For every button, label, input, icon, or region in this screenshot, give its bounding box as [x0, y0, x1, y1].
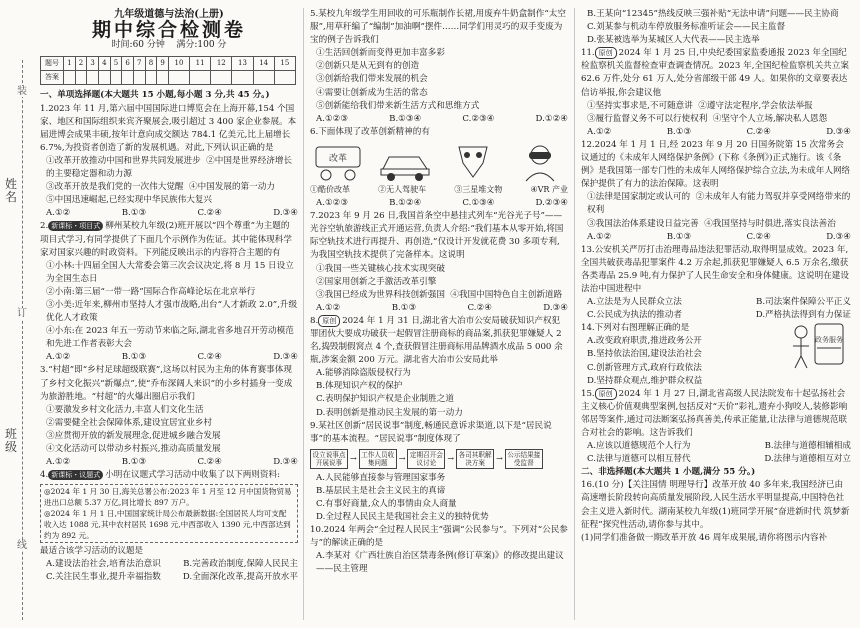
choice-d[interactable]: D.③④ — [273, 208, 298, 219]
choice-c[interactable]: C.②③④ — [462, 113, 495, 124]
class-label: 班级 — [4, 427, 17, 454]
choice-row — [40, 558, 298, 571]
choice-row — [581, 440, 851, 453]
choice-b[interactable]: B.①③ — [391, 302, 417, 313]
statement: ③小美:近年来,柳州市坚持人才强市战略,出台“人才新政 2.0”,升级优化人才政策 — [46, 299, 298, 324]
choice-a[interactable]: A.改变政府职责,推进政务公开 — [587, 336, 702, 347]
choice-row — [581, 453, 851, 466]
grid-answer-label: 答案 — [41, 71, 64, 85]
question-tag: 原创 — [595, 388, 617, 400]
statement: ④小东:在 2023 年五一劳动节来临之际,湖北省多地召开劳动模范和先进工作者表彰大会 — [46, 326, 294, 350]
statement: ①小林:十四届全国人大常委会第三次会议决定,将 8 月 15 日设立为全国生态日 — [46, 260, 294, 284]
statement: ③我国法治体系建设日益完善 ④我国坚持与时俱进,落实良法善治 — [587, 218, 836, 229]
grid-number: 1 — [64, 57, 76, 71]
question-10-continued — [581, 8, 851, 47]
choice-b[interactable]: B.①③ — [666, 126, 692, 137]
column-middle — [310, 8, 568, 577]
choice-d[interactable]: D.③④ — [543, 302, 568, 313]
question-stem: 10.2024 年两会“全过程人民民主”强调“公民参与”。下列对“公民参与”的解读正确的是 — [310, 525, 568, 549]
statement: ①坚持实事求是,不可随意讲 ②遵守法定程序,学会依法举报 — [587, 100, 813, 111]
material-item: ◎2024 年 1 月 1 日,中国国家统计局公布最新数据:全国居民人均可支配收入达 1088 元,其中农村居民 1698 元,中西部收入 1390 元,中西部达到约为 892 元。 — [44, 509, 291, 541]
question-stem: 5.某校九年级学生用回收的可乐瓶制作长裙,用废弃牛奶盒制作“太空服”,用草秆编了“编制”加油啊”摆件……同学们用灵巧的双手变废为宝的例子告诉我们 — [310, 9, 566, 46]
question-stem: 9.某社区创新“居民说事”制度,畅通民意诉求渠道,以下是“居民说事”的基本流程。“居民说事”制度体现了 — [310, 420, 552, 444]
grid-number: 4 — [98, 57, 110, 71]
choice-d[interactable]: D.严格执法得到有力保证 — [755, 310, 851, 321]
question-8 — [310, 315, 568, 420]
illustration-row — [310, 141, 568, 183]
svg-text:改革: 改革 — [328, 153, 348, 164]
choice-c[interactable]: C.②④ — [746, 231, 771, 242]
answer-cell[interactable] — [98, 71, 110, 85]
grid-number: 15 — [274, 57, 295, 71]
question-4 — [40, 469, 298, 584]
choice-row — [40, 456, 298, 469]
column-divider — [574, 8, 575, 620]
statement: ④文化活动可以带动乡村振兴,推动高质量发展 — [46, 444, 221, 454]
answer-cell[interactable] — [168, 71, 189, 85]
flow-step: 工作人员收集问题 — [359, 449, 397, 469]
grid-number: 14 — [253, 57, 274, 71]
choice-d[interactable]: D.②③④ — [535, 198, 568, 209]
grid-number: 6 — [122, 57, 134, 71]
answer-cell[interactable] — [133, 71, 145, 85]
choice-c[interactable]: C.创新管理方式,政府行政依法 — [587, 362, 702, 373]
choice-a[interactable]: A.①② — [587, 126, 612, 137]
service-sign-text: 政务服务 — [815, 336, 843, 345]
government-service-cartoon — [787, 318, 847, 372]
question-16 — [581, 479, 851, 544]
choice-row — [40, 571, 298, 584]
statement: ①法律是国家制定或认可的 ②未成年人有能力驾驭并享受网络带来的权利 — [587, 192, 851, 216]
choice-row — [40, 207, 298, 220]
question-tag: 原创 — [595, 47, 617, 59]
choice-row — [310, 197, 568, 210]
reform-illustration — [310, 141, 366, 183]
choice-a[interactable]: A.①②③ — [316, 198, 349, 209]
choice-row — [581, 126, 851, 139]
answer-cell[interactable] — [190, 71, 211, 85]
grid-number: 10 — [168, 57, 189, 71]
name-label: 姓名 — [4, 177, 17, 204]
choice-a[interactable]: A.①②③ — [316, 113, 349, 124]
question-1 — [40, 103, 298, 221]
choice-d[interactable]: D.③④ — [826, 231, 851, 242]
choice-b[interactable]: B.①③④ — [389, 113, 422, 124]
choice-row — [310, 113, 568, 126]
column-right — [581, 8, 851, 545]
choice-a[interactable]: A.①② — [46, 352, 71, 363]
margin-mark-xian: 线 — [17, 540, 27, 551]
process-flow — [310, 449, 568, 469]
sanxingdui-artifact-illustration — [445, 141, 501, 183]
choice-c[interactable]: C.有事好商量,众人的事情由众人商量 — [316, 499, 457, 509]
choice-b[interactable]: B.法律与道德相辅相成 — [764, 441, 851, 452]
answer-cell[interactable] — [145, 71, 157, 85]
choice-c[interactable]: C.②④ — [746, 126, 771, 137]
choice-c[interactable]: C.②④ — [197, 352, 222, 363]
vr-headset-illustration — [512, 141, 568, 183]
choice-d[interactable]: D.法律与道德相互对立 — [764, 454, 851, 465]
choice-d[interactable]: D.③④ — [273, 457, 298, 468]
choice-d[interactable]: D.坚持群众观点,维护群众权益 — [587, 375, 703, 386]
grid-number: 7 — [133, 57, 145, 71]
choice-b[interactable]: B.①③ — [121, 457, 147, 468]
question-9 — [310, 420, 568, 525]
question-stem: 8. 原创 2024 年 1 月 31 日,湖北省大冶市公安局破获知识产权犯罪团伙大要成功破获一起假冒注册商标的商品案,抓获犯罪嫌疑人 2 名,捣毁制假窝点 4 个,查获假冒注册商标用品牌酒水成品 5 000 余瓶,涉案金额 200 万元。湖北省大冶市公安局此举 — [310, 315, 563, 366]
material-item: ◎2024 年 1 月 30 日,海关总署公布:2023 年 1 月至 12 月中国货物贸易进出口总额 5.37 万亿,同比增长 897 万户。 — [44, 487, 292, 508]
question-stem: 15. 原创 2024 年 1 月 27 日,湖北省高级人民法院发布十起弘扬社会主义核心价值观典型案例,包括反对“天价”彩礼,遗弃小狗咬人,装修影响邻居等案件,通过司法断案弘扬真善美,传承正能量,让法律与道德规范联合对社会的影响。这告诉我们 — [581, 388, 848, 438]
choice-row — [40, 351, 298, 364]
answer-cell[interactable] — [75, 71, 87, 85]
choice-c[interactable]: C.法律与道德可以相互替代 — [587, 454, 691, 465]
grid-number: 13 — [232, 57, 253, 71]
question-stem: 14.下列对右图理解正确的是 — [581, 323, 690, 334]
answer-cell[interactable] — [253, 71, 274, 85]
question-stem: 3.“村超”即“乡村足球超级联赛”,这场以村民为主角的体育赛事体现了乡村文化振兴“新爆点”,使“乔布深阔人来识”的小乡村插身一变成为旅游胜地。“村超”的火爆出圈启示我们 — [40, 365, 293, 402]
choice-b[interactable]: B.王某向“12345”热线反映三强补贴“无法申请”问题——民主协商 — [587, 9, 839, 19]
driverless-car-illustration — [377, 141, 433, 183]
question-tag: 新课标・项目式 — [48, 221, 103, 231]
question-stem: 1.2023 年 11 月,第六届中国国际进口博览会在上海开幕,154 个国家、地区和国际组织来宾齐聚展会,吸引超过 3 400 家企业参展。本届进博会成果丰硕,按年计意向成交额达 784.1 亿美元,比上届增长 6.7%,为投资者创造了新的发展机遇。对此,下列认识正确的是 — [40, 103, 297, 153]
question-6 — [310, 126, 568, 210]
question-15 — [581, 388, 851, 467]
choice-a[interactable]: A.①② — [46, 457, 71, 468]
question-11 — [581, 47, 851, 139]
choice-a[interactable]: A.李某对《广西壮族自治区禁毒条例(修订草案)》的修改提出建议——民主管理 — [316, 551, 564, 575]
question-tag: 新课标・议题式 — [48, 470, 103, 480]
grid-number: 5 — [110, 57, 122, 71]
grid-header-label: 题号 — [41, 57, 64, 71]
margin-mark-ding: 订 — [17, 308, 27, 319]
question-3 — [40, 364, 298, 469]
answer-cell[interactable] — [274, 71, 295, 85]
question-stem: 4. 新课标・议题式 小明在议题式学习活动中收集了以下两则资料: — [40, 470, 280, 481]
choice-d[interactable]: D.表明创新是推动民主发展的第一动力 — [316, 407, 463, 418]
binding-dash-line — [22, 60, 23, 620]
grid-number: 3 — [87, 57, 99, 71]
binding-margin — [0, 0, 38, 628]
statement: ②小南:第三届“一带一路”国际合作高峰论坛在北京举行 — [46, 286, 256, 297]
choice-b[interactable]: B.①③ — [121, 352, 147, 363]
column-left — [40, 8, 298, 585]
answer-cell[interactable] — [110, 71, 122, 85]
flow-step: 设立说事点开展说事 — [310, 449, 348, 469]
question-stem: 12.2024 年 1 月 1 日,经 2023 年 9 月 20 日国务院第 15 次常务会议通过的《未成年人网络保护条例》(下称《条例》)正式施行。该《条例》是我国第一部专门性的未成年人网络保护综合立法,为未成年人网络保护提供了有力的法治保障。这表明 — [581, 139, 851, 190]
statement: ①我国一些关键核心技术实现突破 — [316, 263, 445, 274]
choice-b[interactable]: B.司法案件保障公平正义 — [756, 297, 851, 308]
choice-a[interactable]: A.①② — [46, 208, 71, 219]
arrow-right-icon: → — [350, 454, 357, 464]
grid-number: 8 — [145, 57, 157, 71]
statement: ②创新只是从无到有的创造 — [316, 61, 420, 72]
statement: ③我国已经成为世界科技创新强国 ④我国中国特色自主创新道路 — [316, 289, 563, 300]
statement: ①改革开放推动中国和世界共同发展进步 ②中国是世界经济增长的主要稳定器和动力源 — [46, 155, 293, 180]
question-12 — [581, 139, 851, 244]
grid-number: 9 — [157, 57, 169, 71]
material-box — [40, 484, 298, 543]
question-stem: 11. 原创 2024 年 1 月 25 日,中央纪委国家监委通报 2023 年全国纪检监察机关监督检查审查调查情况。2023 年,全国纪检监察机关共立案 62.6 万件,处分 61 万人,处分省部级干部 49 人。如果你的文章要表达信访举报,你会建议他 — [581, 48, 849, 98]
question-stem: 7.2023 年 9 月 26 日,我国首条空中悬挂式列车“光谷光子号”——光谷空轨旅游线正式开通运营,负责人介绍:“我们基本从零开始,将国际空轨技术进行再提升、再创造,”仅设计开发就花费 30 多项专利,为我国空轨技术提供了完备样本。这说明 — [310, 211, 564, 261]
choice-d[interactable]: D.全过程人民民主是我国社会主义的独特优势 — [316, 512, 489, 523]
choice-b[interactable]: B.①②④ — [389, 198, 422, 209]
question-stem: 16.(10 分)【关注国情 明理导行】改革开放 40 多年来,我国经济已由高速增长阶段转向高质量发展阶段,人民生活水平明显提高,中国特色社会主义进入新时代。湖南某校九年级(1)班同学开展“奋进新时代 筑梦新征程”探究性活动,请你参与其中。 — [581, 480, 850, 530]
section-heading: 一、单项选择题(本大题共 15 小题,每小题 3 分,共 45 分。) — [40, 90, 270, 101]
statement: ②需要健全社会保障体系,建设宜居宜业乡村 — [46, 417, 213, 428]
answer-cell[interactable] — [122, 71, 134, 85]
choice-d[interactable]: D.③④ — [826, 126, 851, 137]
question-14 — [581, 322, 851, 387]
choice-c[interactable]: C.刘某参与机动车停放服务标准听证会——民主监督 — [587, 22, 786, 33]
answer-cell[interactable] — [87, 71, 99, 85]
grid-number: 12 — [211, 57, 232, 71]
choice-c[interactable]: C.关注民生事业,提升幸福指数 — [46, 572, 161, 583]
choice-c[interactable]: C.表明保护知识产权是企业制胜之道 — [316, 394, 454, 405]
choice-b[interactable]: B.坚持依法治国,建设法治社会 — [587, 349, 702, 360]
choice-c[interactable]: C.②④ — [197, 208, 222, 219]
question-prompt: 最适合该学习活动的议题是 — [40, 546, 144, 557]
answer-grid — [40, 56, 296, 85]
question-stem: 6.下面体现了改革创新精神的有 — [310, 126, 430, 137]
flow-step: 各司其职解决方案 — [456, 449, 494, 469]
choice-a[interactable]: A.①② — [587, 231, 612, 242]
flow-step: 定期召开会议讨论 — [407, 449, 445, 469]
question-2 — [40, 220, 298, 364]
statement: ②国家用创新之手激活改革引擎 — [316, 276, 437, 287]
full-score: 满分:100 分 — [176, 40, 227, 51]
choice-a[interactable]: A.人民能够直接参与管理国家事务 — [316, 472, 446, 483]
grid-number: 2 — [75, 57, 87, 71]
arrow-right-icon: → — [398, 454, 406, 464]
question-7 — [310, 210, 568, 315]
choice-b[interactable]: B.①③ — [666, 231, 692, 242]
exam-meta — [40, 39, 298, 52]
choice-b[interactable]: B.完善政治制度,保障人民民主 — [183, 559, 298, 570]
statement: ④需要让创新成为生活的常态 — [316, 87, 428, 98]
statement: ③创新给我们带来发展的机会 — [316, 74, 428, 85]
grid-number: 11 — [190, 57, 211, 71]
question-10 — [310, 524, 568, 576]
choice-a[interactable]: A.建设法治社会,培育法治意识 — [46, 559, 161, 570]
question-stem: 2. 新课标・项目式 柳州某校九年级(2)班开展以“四个尊重”为主题的项目式学习,有同学提供了下面几个示例作为佐证。其中能体现科学家对国家兴趣的时政资料。下列能反映出示的内容符合主题的有 — [40, 221, 292, 258]
choice-c[interactable]: C.公民成为执法的推动者 — [587, 310, 682, 321]
question-13 — [581, 244, 851, 323]
arrow-right-icon: → — [447, 454, 455, 464]
choice-b[interactable]: B.体现知识产权的保护 — [316, 381, 403, 392]
statement: ⑤创新能给我们带来新生活方式和思维方式 — [316, 100, 480, 111]
choice-d[interactable]: D.张某被选举为某城区人大代表——民主选举 — [587, 35, 760, 46]
choice-c[interactable]: C.②④ — [197, 457, 222, 468]
question-tag: 原创 — [318, 315, 340, 327]
choice-a[interactable]: A.①② — [316, 302, 341, 313]
page-title: 期中综合检测卷 — [91, 19, 246, 42]
arrow-right-icon: → — [496, 454, 503, 464]
choice-d[interactable]: D.③④ — [273, 352, 298, 363]
choice-a[interactable]: A.能够消除盗版侵权行为 — [316, 368, 411, 379]
statement: ③履行监督义务不可以行使权利 ④坚守个人立场,解决私人恩怨 — [587, 113, 828, 124]
margin-mark-zhuang: 装 — [17, 86, 27, 97]
statement: ①生活回创新而变得更加丰富多彩 — [316, 48, 445, 59]
answer-cell[interactable] — [157, 71, 169, 85]
choice-a[interactable]: A.立法是为人民群众立法 — [587, 297, 682, 308]
choice-row — [581, 231, 851, 244]
subject-line: 九年级道德与法治(上册) — [114, 9, 224, 20]
answer-cell[interactable] — [211, 71, 232, 85]
statement: ③改革开放是我们党的一次伟大觉醒 ④中国发展的第一动力 — [46, 182, 275, 193]
flow-step: 公示结果接受监督 — [505, 449, 543, 469]
statement: ①要激发乡村文化活力,丰富人们文化生活 — [46, 404, 204, 415]
column-divider — [303, 8, 304, 620]
choice-d[interactable]: D.①②④ — [535, 113, 568, 124]
choice-d[interactable]: D.全面深化改革,提高开放水平 — [182, 572, 298, 583]
statement: ③应贯彻开放的新发展理念,促进城乡融合发展 — [46, 430, 221, 441]
statement: ⑤中国迅速崛起,已经实现中华民族伟大复兴 — [46, 195, 213, 206]
time-limit: 时间:60 分钟 — [111, 40, 165, 51]
choice-c[interactable]: C.②④ — [467, 302, 492, 313]
choice-row — [310, 302, 568, 315]
section-heading: 二、非选择题(本大题共 1 小题,满分 55 分。) — [581, 467, 756, 478]
sub-question: (1)同学们准备做一期改革开放 46 周年成果展,请你将图示内容补 — [581, 532, 828, 543]
answer-cell[interactable] — [64, 71, 76, 85]
question-5 — [310, 8, 568, 126]
choice-b[interactable]: B.基层民主是社会主义民主的真谛 — [316, 485, 446, 496]
choice-a[interactable]: A.应该以道德规范个人行为 — [587, 441, 691, 452]
choice-c[interactable]: C.①③④ — [462, 198, 495, 209]
answer-cell[interactable] — [232, 71, 253, 85]
choice-row — [581, 296, 851, 309]
illustration-captions: ①酷价改革 ②无人驾驶车 ③三星堆文物 ④VR 产业 — [310, 184, 568, 194]
question-stem: 13.公安机关严厉打击治理毒品违法犯罪活动,取得明显成效。2023 年,全国共破获毒品犯罪案件 4.2 万余起,抓获犯罪嫌疑人 6.5 万余名,缴获各类毒品 25.9 吨,有力保护了人民生命安全和身体健康。这说明在建设法治中国进程中 — [581, 244, 849, 294]
choice-b[interactable]: B.①③ — [121, 208, 147, 219]
